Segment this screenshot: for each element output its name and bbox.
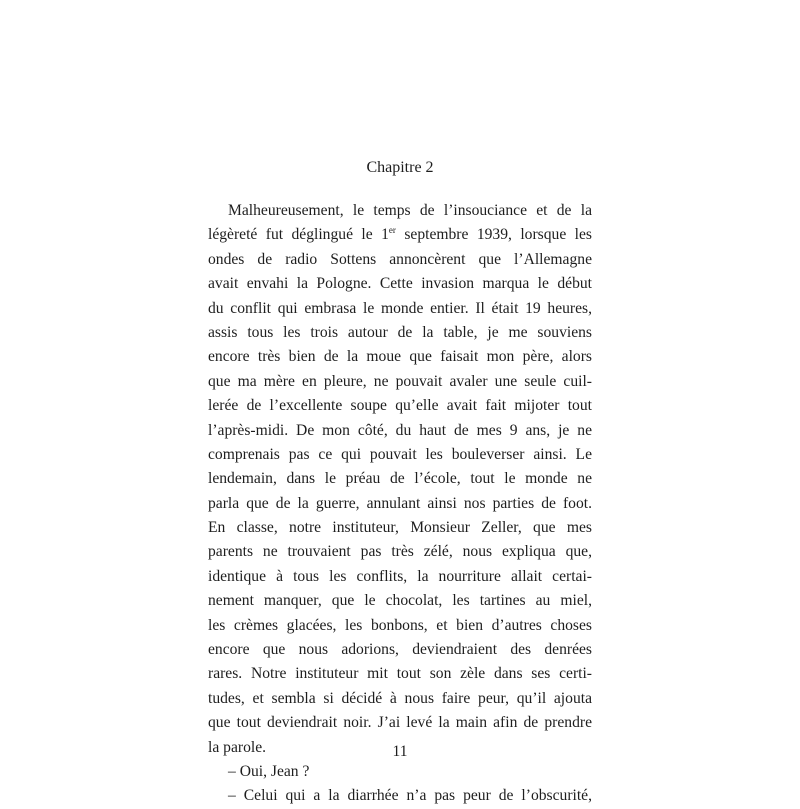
text-line: lerée de l’excellente soupe qu’elle avait fait mijoter tout — [208, 397, 592, 415]
dialogue-line: – Celui qui a la diarrhée n’a pas peur de l’obscurité, — [228, 787, 592, 805]
page-number: 11 — [392, 743, 408, 760]
text-line: la parole. — [208, 738, 267, 756]
ordinal-superscript: er — [388, 225, 396, 236]
text-line: que ma mère en pleure, ne pouvait avaler une seule cuil- — [208, 372, 592, 390]
text-line: encore très bien de la moue que faisait mon père, alors — [208, 348, 592, 366]
text-line: parents ne trouvaient pas très zélé, nous expliqua que, — [208, 543, 592, 561]
chapter-title: Chapitre 2 — [366, 159, 434, 176]
text-line: les crèmes glacées, les bonbons, et bien d’autres choses — [208, 616, 592, 634]
text-line: encore que nous adorions, deviendraient des denrées — [208, 641, 592, 659]
text-line: ondes de radio Sottens annoncèrent que l’Allemagne — [208, 250, 592, 268]
text-line — [208, 223, 592, 247]
text-line: du conflit qui embrasa le monde entier. Il était 19 heures, — [208, 299, 592, 317]
text-line: rares. Notre instituteur mit tout son zèle dans ses certi- — [208, 665, 592, 683]
text-line-part: légèreté fut déglingué le 1 — [208, 226, 389, 244]
text-line-part: septembre 1939, lorsque les — [395, 226, 592, 244]
text-line: nement manquer, que le chocolat, les tartines au miel, — [208, 592, 592, 610]
text-line: lendemain, dans le préau de l’école, tout le monde ne — [208, 470, 592, 488]
text-line: avait envahi la Pologne. Cette invasion marqua le début — [208, 275, 592, 293]
text-line: identique à tous les conflits, la nourriture allait certai- — [208, 567, 592, 585]
text-line: l’après-midi. De mon côté, du haut de mes 9 ans, je ne — [208, 421, 592, 439]
dialogue-line: – Oui, Jean ? — [228, 762, 310, 780]
text-line: assis tous les trois autour de la table, je me souviens — [208, 323, 592, 341]
text-line: tudes, et sembla si décidé à nous faire peur, qu’il ajouta — [208, 689, 592, 707]
text-line: Malheureusement, le temps de l’insouciance et de la — [228, 202, 592, 219]
text-line: En classe, notre instituteur, Monsieur Zeller, que mes — [208, 519, 592, 537]
chapter-body-text — [208, 199, 592, 809]
text-line: comprenais pas ce qui pouvait les bouleverser ainsi. Le — [208, 445, 592, 463]
text-line: que tout deviendrait noir. J’ai levé la main afin de prendre — [208, 714, 592, 732]
text-line: parla que de la guerre, annulant ainsi nos parties de foot. — [208, 494, 592, 512]
